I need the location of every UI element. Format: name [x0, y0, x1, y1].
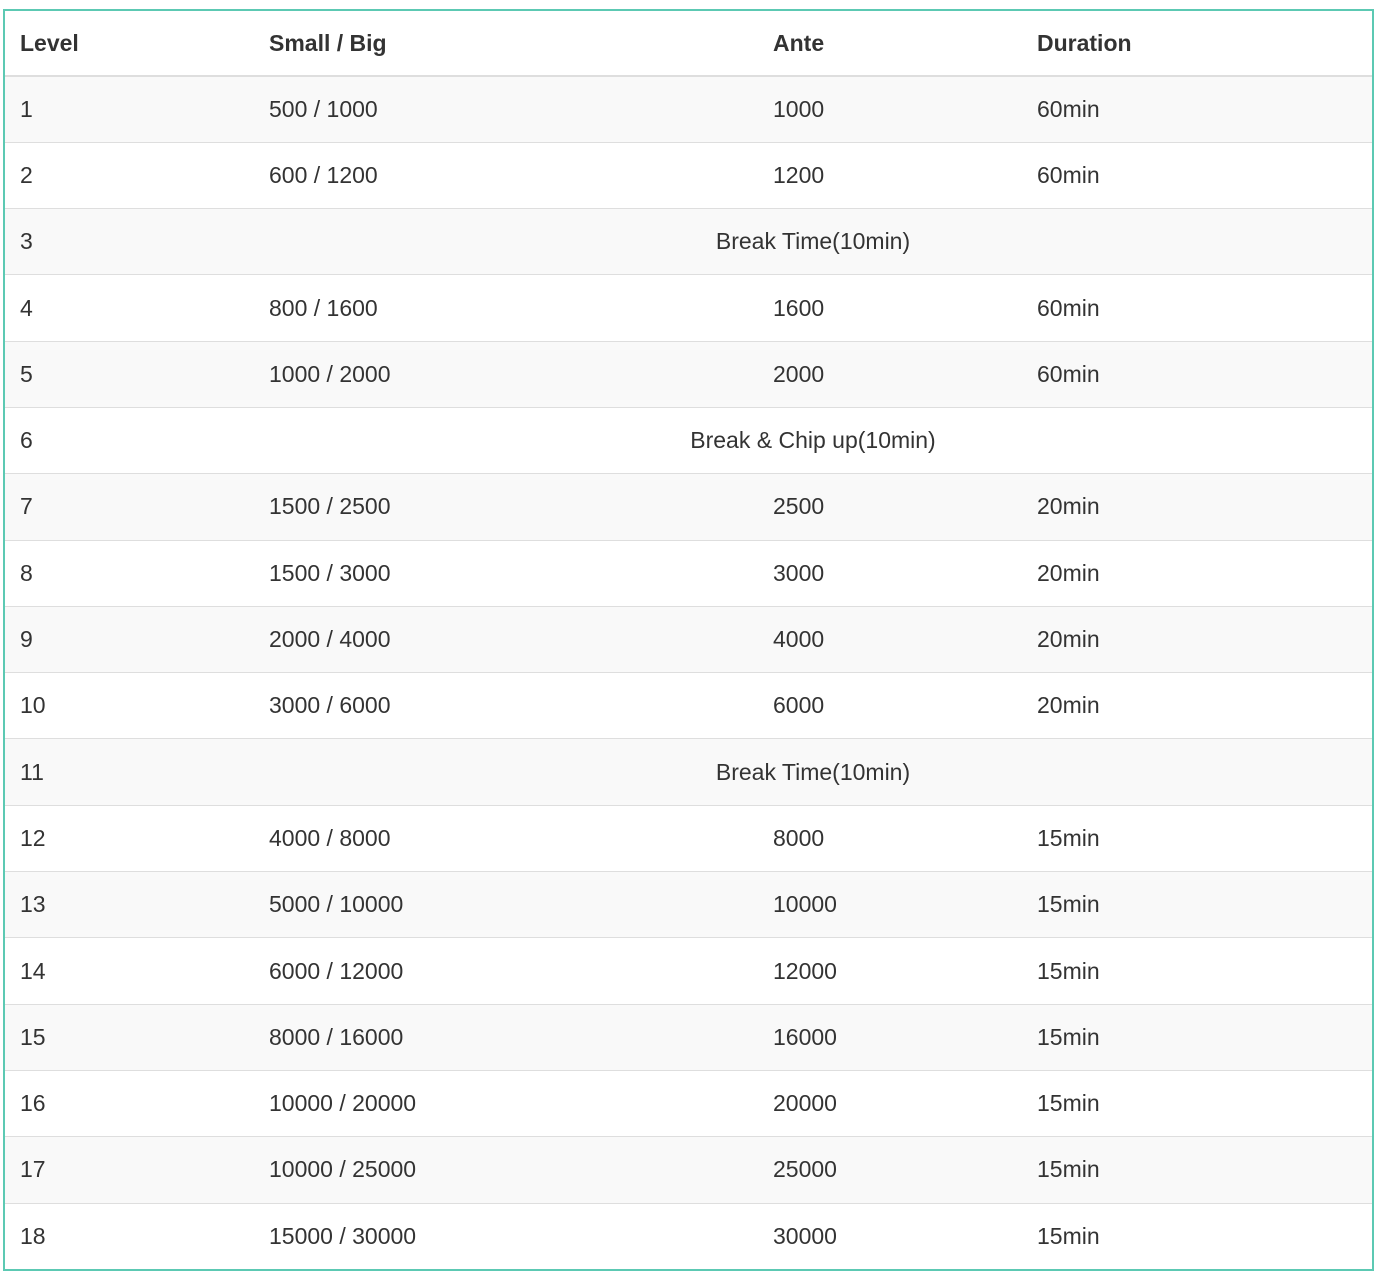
cell-ante: 20000 — [758, 1070, 1022, 1136]
cell-small-big: 800 / 1600 — [254, 275, 758, 341]
cell-duration: 20min — [1022, 474, 1372, 540]
cell-level: 9 — [5, 606, 254, 672]
cell-duration: 60min — [1022, 142, 1372, 208]
header-row — [5, 11, 1372, 76]
table-row-break — [5, 407, 1372, 473]
table-row — [5, 673, 1372, 739]
header-ante: Ante — [758, 11, 1022, 76]
cell-small-big: 1500 / 2500 — [254, 474, 758, 540]
header-small-big: Small / Big — [254, 11, 758, 76]
cell-small-big: 2000 / 4000 — [254, 606, 758, 672]
cell-level: 6 — [5, 407, 254, 473]
table-row — [5, 1004, 1372, 1070]
table-row — [5, 1070, 1372, 1136]
cell-duration: 15min — [1022, 872, 1372, 938]
table-row-break — [5, 739, 1372, 805]
cell-level: 5 — [5, 341, 254, 407]
cell-level: 18 — [5, 1203, 254, 1269]
table-row — [5, 142, 1372, 208]
header-duration: Duration — [1022, 11, 1372, 76]
cell-level: 14 — [5, 938, 254, 1004]
cell-ante: 16000 — [758, 1004, 1022, 1070]
cell-duration: 15min — [1022, 1203, 1372, 1269]
table-row — [5, 938, 1372, 1004]
cell-ante: 25000 — [758, 1137, 1022, 1203]
header-level: Level — [5, 11, 254, 76]
cell-ante: 4000 — [758, 606, 1022, 672]
cell-duration: 20min — [1022, 673, 1372, 739]
cell-duration: 15min — [1022, 938, 1372, 1004]
table-row — [5, 540, 1372, 606]
cell-duration: 60min — [1022, 275, 1372, 341]
cell-small-big: 8000 / 16000 — [254, 1004, 758, 1070]
cell-break: Break & Chip up(10min) — [254, 407, 1372, 473]
cell-duration: 15min — [1022, 1137, 1372, 1203]
table-row-break — [5, 209, 1372, 275]
cell-level: 4 — [5, 275, 254, 341]
cell-small-big: 600 / 1200 — [254, 142, 758, 208]
cell-level: 15 — [5, 1004, 254, 1070]
cell-level: 2 — [5, 142, 254, 208]
table-row — [5, 474, 1372, 540]
cell-ante: 10000 — [758, 872, 1022, 938]
cell-ante: 8000 — [758, 805, 1022, 871]
blind-structure-panel — [3, 9, 1374, 1271]
table-row — [5, 341, 1372, 407]
cell-ante: 2000 — [758, 341, 1022, 407]
cell-ante: 6000 — [758, 673, 1022, 739]
table-row — [5, 872, 1372, 938]
cell-small-big: 10000 / 25000 — [254, 1137, 758, 1203]
cell-ante: 1000 — [758, 76, 1022, 142]
cell-small-big: 6000 / 12000 — [254, 938, 758, 1004]
table-header — [5, 11, 1372, 76]
cell-small-big: 500 / 1000 — [254, 76, 758, 142]
cell-level: 8 — [5, 540, 254, 606]
cell-small-big: 1000 / 2000 — [254, 341, 758, 407]
cell-level: 12 — [5, 805, 254, 871]
cell-small-big: 4000 / 8000 — [254, 805, 758, 871]
cell-break: Break Time(10min) — [254, 209, 1372, 275]
cell-duration: 15min — [1022, 1070, 1372, 1136]
cell-small-big: 1500 / 3000 — [254, 540, 758, 606]
cell-duration: 60min — [1022, 76, 1372, 142]
cell-ante: 30000 — [758, 1203, 1022, 1269]
cell-level: 16 — [5, 1070, 254, 1136]
table-row — [5, 606, 1372, 672]
table-row — [5, 805, 1372, 871]
table-row — [5, 275, 1372, 341]
cell-small-big: 15000 / 30000 — [254, 1203, 758, 1269]
cell-level: 10 — [5, 673, 254, 739]
cell-ante: 12000 — [758, 938, 1022, 1004]
table-row — [5, 1137, 1372, 1203]
table-body — [5, 76, 1372, 1269]
cell-duration: 15min — [1022, 805, 1372, 871]
cell-level: 7 — [5, 474, 254, 540]
cell-duration: 60min — [1022, 341, 1372, 407]
blind-structure-table — [5, 11, 1372, 1269]
table-row — [5, 76, 1372, 142]
cell-level: 13 — [5, 872, 254, 938]
cell-duration: 15min — [1022, 1004, 1372, 1070]
cell-duration: 20min — [1022, 540, 1372, 606]
cell-ante: 3000 — [758, 540, 1022, 606]
cell-level: 11 — [5, 739, 254, 805]
cell-level: 1 — [5, 76, 254, 142]
cell-ante: 1200 — [758, 142, 1022, 208]
cell-small-big: 10000 / 20000 — [254, 1070, 758, 1136]
cell-ante: 1600 — [758, 275, 1022, 341]
cell-ante: 2500 — [758, 474, 1022, 540]
table-row — [5, 1203, 1372, 1269]
cell-small-big: 5000 / 10000 — [254, 872, 758, 938]
cell-small-big: 3000 / 6000 — [254, 673, 758, 739]
cell-level: 17 — [5, 1137, 254, 1203]
cell-level: 3 — [5, 209, 254, 275]
cell-duration: 20min — [1022, 606, 1372, 672]
cell-break: Break Time(10min) — [254, 739, 1372, 805]
